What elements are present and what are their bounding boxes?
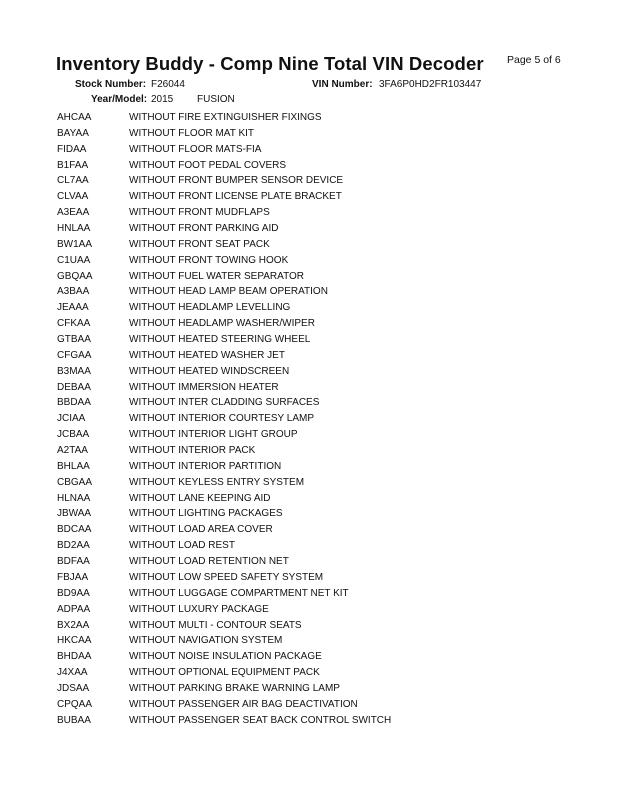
year-model-label: Year/Model:	[91, 94, 148, 105]
option-code: C1UAA	[57, 254, 91, 266]
option-description: WITHOUT FLOOR MATS-FIA	[129, 143, 262, 155]
stock-number-label: Stock Number:	[75, 79, 147, 90]
option-description: WITHOUT PARKING BRAKE WARNING LAMP	[129, 682, 340, 694]
option-description: WITHOUT MULTI - CONTOUR SEATS	[129, 619, 302, 631]
option-code: HNLAA	[57, 223, 91, 235]
option-description: WITHOUT NOISE INSULATION PACKAGE	[129, 651, 322, 663]
option-description: WITHOUT NAVIGATION SYSTEM	[129, 635, 283, 647]
option-description: WITHOUT INTERIOR LIGHT GROUP	[129, 429, 298, 441]
option-code: CBGAA	[57, 476, 93, 488]
option-code: FIDAA	[57, 143, 87, 155]
list-item	[57, 554, 577, 570]
option-description: WITHOUT LANE KEEPING AID	[129, 492, 271, 504]
option-code: A3BAA	[57, 286, 90, 298]
page-number: Page 5 of 6	[507, 54, 561, 66]
list-item	[57, 300, 577, 316]
vin-number-label: VIN Number:	[312, 79, 373, 90]
option-code: ADPAA	[57, 603, 91, 615]
list-item	[57, 395, 577, 411]
list-item	[57, 538, 577, 554]
option-description: WITHOUT LOW SPEED SAFETY SYSTEM	[129, 571, 324, 583]
option-code: CFGAA	[57, 349, 92, 361]
option-code: BDCAA	[57, 524, 92, 536]
list-item	[57, 522, 577, 538]
model-value: FUSION	[197, 94, 235, 105]
option-description: WITHOUT FRONT PARKING AID	[129, 223, 279, 235]
list-item	[57, 364, 577, 380]
list-item	[57, 459, 577, 475]
option-code: A3EAA	[57, 207, 90, 219]
option-code: BAYAA	[57, 127, 89, 139]
option-code: GBQAA	[57, 270, 93, 282]
list-item	[57, 618, 577, 634]
list-item	[57, 237, 577, 253]
option-description: WITHOUT LOAD REST	[129, 540, 235, 552]
option-code: BHDAA	[57, 651, 92, 663]
option-code: BBDAA	[57, 397, 91, 409]
option-code: FBJAA	[57, 571, 89, 583]
option-code: J4XAA	[57, 667, 88, 679]
document-title: Inventory Buddy - Comp Nine Total VIN Decoder	[56, 53, 484, 74]
list-item	[57, 110, 577, 126]
year-value: 2015	[151, 94, 174, 105]
option-code: HKCAA	[57, 635, 92, 647]
option-description: WITHOUT HEADLAMP LEVELLING	[129, 302, 291, 314]
option-code: JBWAA	[57, 508, 92, 520]
list-item	[57, 173, 577, 189]
option-description: WITHOUT FRONT BUMPER SENSOR DEVICE	[129, 175, 344, 187]
option-code: CL7AA	[57, 175, 89, 187]
option-description: WITHOUT FRONT SEAT PACK	[129, 238, 270, 250]
list-item	[57, 142, 577, 158]
list-item	[57, 253, 577, 269]
option-code: GTBAA	[57, 334, 91, 346]
option-description: WITHOUT IMMERSION HEATER	[129, 381, 279, 393]
option-description: WITHOUT LIGHTING PACKAGES	[129, 508, 283, 520]
option-code: AHCAA	[57, 112, 92, 123]
option-description: WITHOUT FRONT LICENSE PLATE BRACKET	[129, 191, 342, 203]
option-code-list	[57, 110, 577, 729]
option-code: B1FAA	[57, 159, 89, 171]
option-description: WITHOUT FRONT MUDFLAPS	[129, 207, 270, 219]
option-description: WITHOUT HEADLAMP WASHER/WIPER	[129, 318, 315, 330]
list-item	[57, 221, 577, 237]
option-code: BUBAA	[57, 714, 91, 726]
year-model-field	[91, 94, 235, 105]
list-item	[57, 205, 577, 221]
list-item	[57, 665, 577, 681]
list-item	[57, 506, 577, 522]
option-description: WITHOUT LUXURY PACKAGE	[129, 603, 269, 615]
option-code: JEAAA	[57, 302, 89, 314]
option-description: WITHOUT FUEL WATER SEPARATOR	[129, 270, 305, 282]
option-description: WITHOUT INTER CLADDING SURFACES	[129, 397, 320, 409]
option-code: DEBAA	[57, 381, 91, 393]
option-description: WITHOUT PASSENGER SEAT BACK CONTROL SWITCH	[129, 714, 392, 726]
option-description: WITHOUT LOAD RETENTION NET	[129, 556, 289, 568]
option-description: WITHOUT PASSENGER AIR BAG DEACTIVATION	[129, 698, 358, 710]
list-item	[57, 681, 577, 697]
option-description: WITHOUT FRONT TOWING HOOK	[129, 254, 289, 266]
option-code: BX2AA	[57, 619, 90, 631]
option-description: WITHOUT INTERIOR PARTITION	[129, 460, 282, 472]
list-item	[57, 158, 577, 174]
list-item	[57, 189, 577, 205]
list-item	[57, 649, 577, 665]
option-code: JDSAA	[57, 682, 90, 694]
option-code: HLNAA	[57, 492, 91, 504]
option-code: BD9AA	[57, 587, 90, 599]
list-item	[57, 697, 577, 713]
option-code: BW1AA	[57, 238, 93, 250]
option-description: WITHOUT FOOT PEDAL COVERS	[129, 159, 287, 171]
option-code: CFKAA	[57, 318, 91, 330]
list-item	[57, 443, 577, 459]
list-item	[57, 348, 577, 364]
list-item	[57, 491, 577, 507]
option-description: WITHOUT HEAD LAMP BEAM OPERATION	[129, 286, 328, 298]
option-description: WITHOUT LUGGAGE COMPARTMENT NET KIT	[129, 587, 349, 599]
list-item	[57, 316, 577, 332]
option-code: CLVAA	[57, 191, 89, 203]
option-code: CPQAA	[57, 698, 93, 710]
option-code: JCIAA	[57, 413, 86, 425]
list-item	[57, 570, 577, 586]
stock-number-value: F26044	[151, 79, 185, 90]
list-item	[57, 713, 577, 729]
option-code: BDFAA	[57, 556, 90, 568]
stock-number-field	[75, 79, 185, 90]
option-code: BHLAA	[57, 460, 90, 472]
option-code: BD2AA	[57, 540, 90, 552]
list-item	[57, 269, 577, 285]
list-item	[57, 284, 577, 300]
vin-number-field	[312, 79, 482, 90]
vin-number-value: 3FA6P0HD2FR103447	[379, 79, 482, 90]
list-item	[57, 332, 577, 348]
option-description: WITHOUT HEATED WASHER JET	[129, 349, 285, 361]
list-item	[57, 126, 577, 142]
option-code: JCBAA	[57, 429, 90, 441]
option-code: B3MAA	[57, 365, 91, 377]
list-item	[57, 586, 577, 602]
option-description: WITHOUT HEATED STEERING WHEEL	[129, 334, 311, 346]
list-item	[57, 427, 577, 443]
option-description: WITHOUT HEATED WINDSCREEN	[129, 365, 290, 377]
list-item	[57, 602, 577, 618]
option-description: WITHOUT FLOOR MAT KIT	[129, 127, 254, 139]
option-description: WITHOUT KEYLESS ENTRY SYSTEM	[129, 476, 305, 488]
option-description: WITHOUT FIRE EXTINGUISHER FIXINGS	[129, 112, 322, 123]
list-item	[57, 411, 577, 427]
option-code: A2TAA	[57, 445, 88, 457]
list-item	[57, 380, 577, 396]
list-item	[57, 475, 577, 491]
option-description: WITHOUT INTERIOR COURTESY LAMP	[129, 413, 315, 425]
option-description: WITHOUT INTERIOR PACK	[129, 445, 256, 457]
list-item	[57, 633, 577, 649]
option-description: WITHOUT LOAD AREA COVER	[129, 524, 273, 536]
option-description: WITHOUT OPTIONAL EQUIPMENT PACK	[129, 667, 320, 679]
